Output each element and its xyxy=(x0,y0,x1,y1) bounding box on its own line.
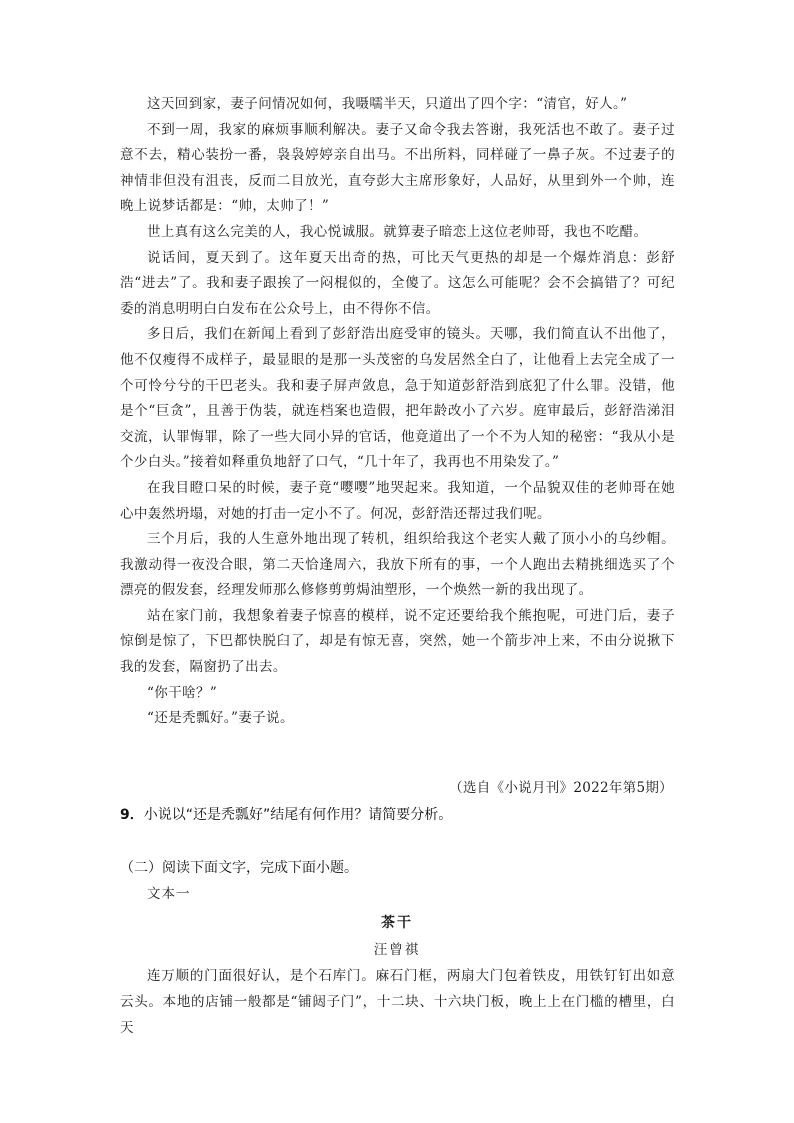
story-paragraph: 说话间，夏天到了。这年夏天出奇的热，可比天气更热的却是一个爆炸消息：彭舒浩“进去”了。我和妻子跟挨了一闷棍似的，全傻了。这怎么可能呢？会不会搞错了？可纪委的消息明明白白发布在公众号上，由不得你不信。 xyxy=(120,249,675,317)
story-paragraph: 多日后，我们在新闻上看到了彭舒浩出庭受审的镜头。天哪，我们简直认不出他了，他不仅瘦得不成样子，最显眼的是那一头茂密的乌发居然全白了，让他看上去完全成了一个可怜兮兮的干巴老头。我和妻子屏声敛息，急于知道彭舒浩到底犯了什么罪。没错，他是个“巨贪”，且善于伪装，就连档案也造假，把年龄改小了六岁。庭审最后，彭舒浩涕泪交流，认罪悔罪，除了一些大同小异的官话，他竟道出了一个不为人知的秘密：“我从小是个少白头。”接着如释重负地舒了口气，“几十年了，我再也不用染发了。” xyxy=(120,326,675,471)
story-paragraph: 站在家门前，我想象着妻子惊喜的模样，说不定还要给我个熊抱呢，可进门后，妻子惊倒是惊了，下巴都快脱臼了，却是有惊无喜，突然，她一个箭步冲上来，不由分说揪下我的发套，隔窗扔了出去。 xyxy=(120,607,675,676)
question-text: 小说以“还是秃瓢好”结尾有何作用？请简要分析。 xyxy=(143,807,453,823)
text-label: 文本一 xyxy=(147,886,191,902)
story-dialogue: “你干啥？” xyxy=(147,684,218,701)
story-paragraph: 三个月后，我的人生意外地出现了转机，组织给我这个老实人戴了顶小小的乌纱帽。我激动得一夜没合眼，第二天恰逢周六，我放下所有的事，一个人跑出去精挑细选买了个漂亮的假发套，经理发师那么修修剪剪焗油塑形，一个焕然一新的我出现了。 xyxy=(120,531,675,599)
source-citation: （选自《小说月刊》2022年第5期） xyxy=(449,780,673,796)
story-text xyxy=(120,92,675,732)
story-paragraph: 在我目瞪口呆的时候，妻子竟“嘤嘤”地哭起来。我知道，一个品貌双佳的老帅哥在她心中轰然坍塌，对她的打击一定小不了。何况，彭舒浩还帮过我们呢。 xyxy=(120,479,675,522)
question-9 xyxy=(120,804,680,824)
story-dialogue: “还是秃瓢好。”妻子说。 xyxy=(147,710,294,727)
story-paragraph: 世上真有这么完美的人，我心悦诚服。就算妻子暗恋上这位老帅哥，我也不吃醋。 xyxy=(147,223,648,240)
article-text xyxy=(120,963,675,1041)
section-heading: （二）阅读下面文字，完成下面小题。 xyxy=(120,860,358,876)
story-paragraph: 这天回到家，妻子问情况如何，我嗫嚅半天，只道出了四个字：“清官，好人。” xyxy=(147,96,628,112)
article-author: 汪曾祺 xyxy=(373,942,421,958)
question-number: 9． xyxy=(120,807,144,823)
story-paragraph: 不到一周，我家的麻烦事顺利解决。妻子又命令我去答谢，我死活也不敢了。妻子过意不去，精心装扮一番，袅袅婷婷亲自出马。不出所料，同样碰了一鼻子灰。不过妻子的神情非但没有沮丧，反而二目放光，直夸彭大主席形象好，人品好，从里到外一个帅，连晚上说梦话都是：“帅，太帅了！” xyxy=(120,121,675,215)
article-paragraph: 连万顺的门面很好认，是个石库门。麻石门框，两扇大门包着铁皮，用铁钉钉出如意云头。本地的店铺一般都是“铺闼子门”，十二块、十六块门板，晚上上在门槛的槽里，白天 xyxy=(120,968,675,1036)
article-title: 茶干 xyxy=(381,915,413,931)
